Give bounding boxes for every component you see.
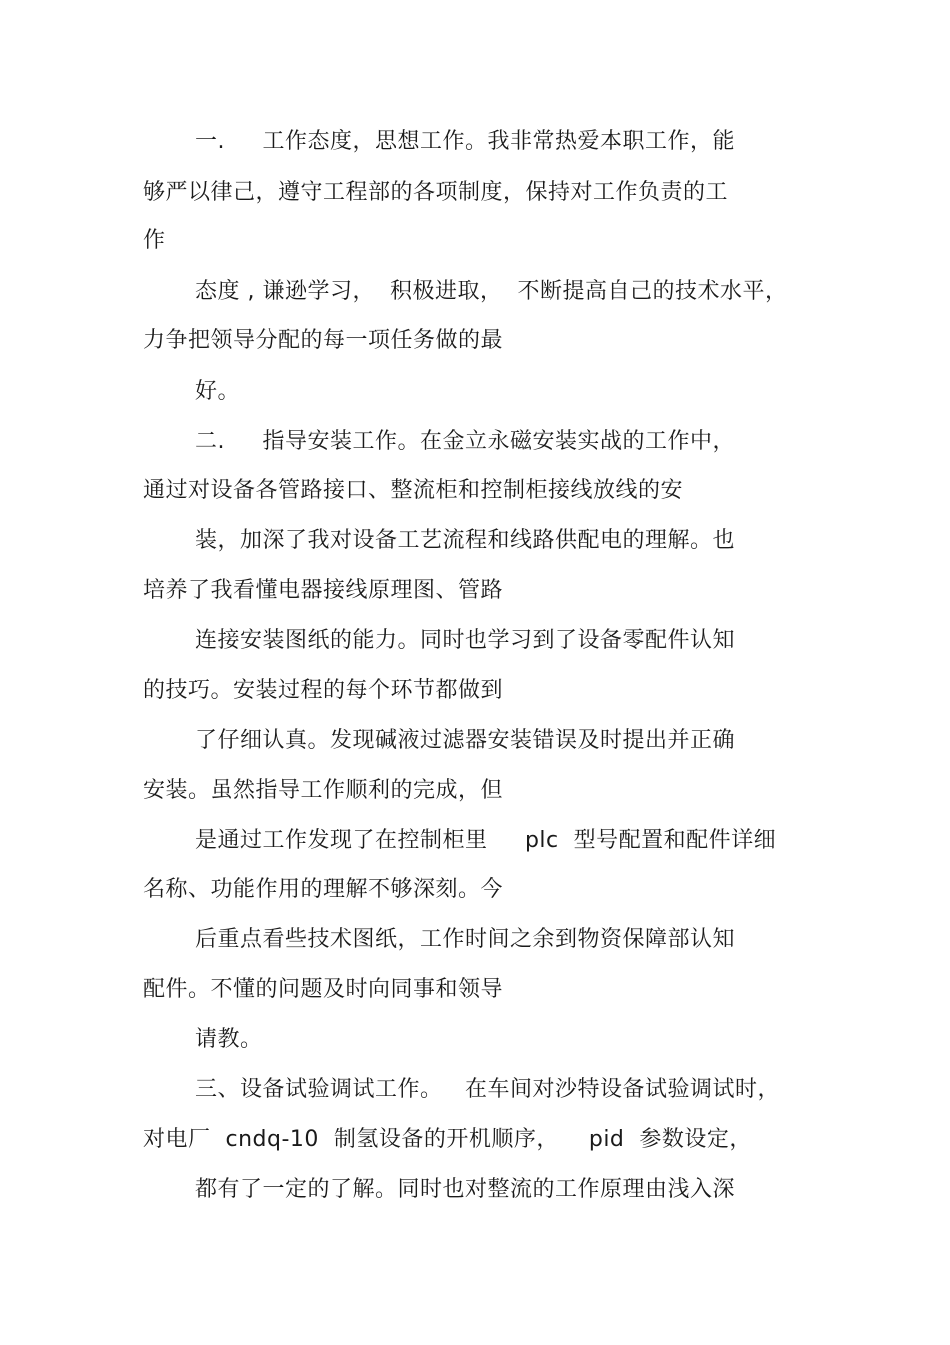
text-line: 是通过工作发现了在控制柜里 plc 型号配置和配件详细 — [195, 828, 777, 853]
text-line: 后重点看些技术图纸，工作时间之余到物资保障部认知 — [195, 927, 736, 952]
text-line: 安装。虽然指导工作顺利的完成，但 — [143, 778, 504, 803]
text-line: 一. 工作态度，思想工作。我非常热爱本职工作，能 — [195, 129, 735, 154]
text-line: 请教。 — [195, 1027, 263, 1052]
text-line: 作 — [143, 228, 166, 253]
text-line: 培养了我看懂电器接线原理图、管路 — [143, 578, 504, 603]
text-line: 装，加深了我对设备工艺流程和线路供配电的理解。也 — [195, 528, 736, 553]
text-line: 力争把领导分配的每一项任务做的最 — [143, 328, 504, 353]
text-line: 通过对设备各管路接口、整流柜和控制柜接线放线的安 — [143, 478, 684, 503]
text-line: 二. 指导安装工作。在金立永磁安装实战的工作中， — [195, 429, 735, 454]
text-line: 的技巧。安装过程的每个环节都做到 — [143, 678, 504, 703]
text-line: 好。 — [195, 379, 241, 404]
text-line: 连接安装图纸的能力。同时也学习到了设备零配件认知 — [195, 628, 736, 653]
text-line: 名称、功能作用的理解不够深刻。今 — [143, 877, 504, 902]
text-line: 了仔细认真。发现碱液过滤器安装错误及时提出并正确 — [195, 728, 736, 753]
text-line: 三、设备试验调试工作。 在车间对沙特设备试验调试时， — [195, 1077, 780, 1102]
text-line: 够严以律己，遵守工程部的各项制度，保持对工作负责的工 — [143, 180, 729, 205]
text-line: 配件。不懂的问题及时向同事和领导 — [143, 977, 504, 1002]
text-line: 都有了一定的了解。同时也对整流的工作原理由浅入深 — [195, 1177, 736, 1202]
text-line: 对电厂 cndq-10 制氢设备的开机顺序， pid 参数设定， — [143, 1127, 752, 1152]
text-line: 态度 , 谦逊学习， 积极进取， 不断提高自己的技术水平， — [195, 279, 788, 304]
